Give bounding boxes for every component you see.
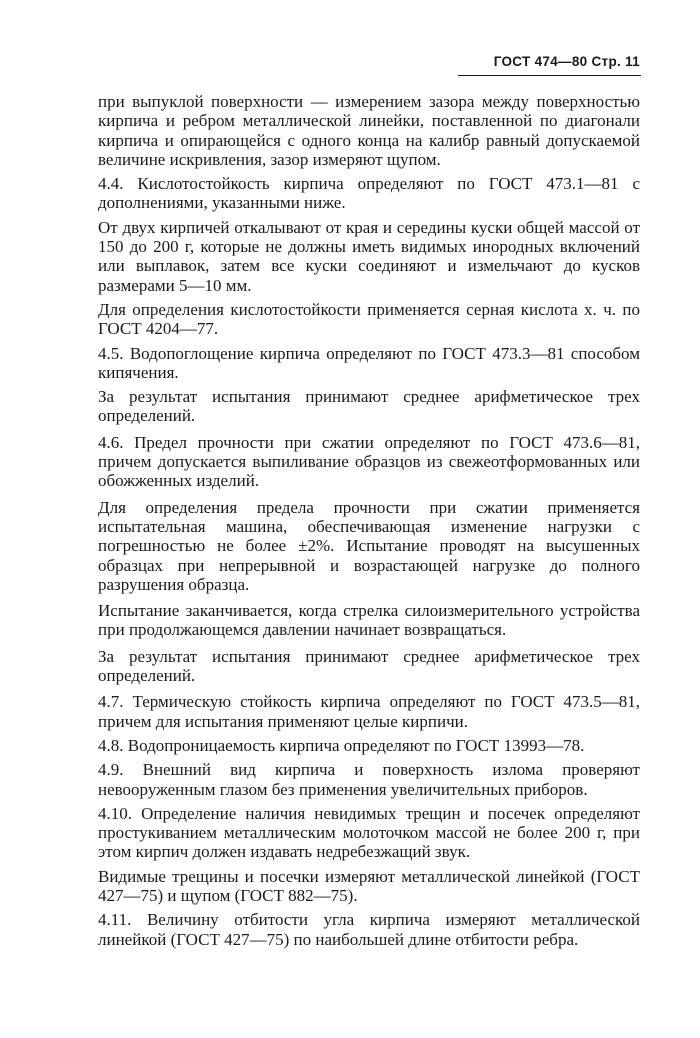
header-rule [458, 75, 641, 76]
paragraph-test-end: Испытание заканчивается, когда стрелка силоизмерительного устройства при продолжающемся давлении начинает возвращаться. [98, 601, 640, 640]
paragraph-continuation: при выпуклой поверхности — измерением зазора между поверхностью кирпича и ребром металлической линейки, поставленной по диагонали кирпича и опирающейся с одного конца на калибр равный допускаемой величине искривления, зазор измеряют щупом. [98, 92, 640, 169]
paragraph-4-9: 4.9. Внешний вид кирпича и поверхность излома проверяют невооруженным глазом без применения увеличительных приборов. [98, 760, 640, 799]
paragraph-4-4: 4.4. Кислотостойкость кирпича определяют по ГОСТ 473.1—81 с дополнениями, указанными ниже. [98, 174, 640, 213]
paragraph-4-8: 4.8. Водопроницаемость кирпича определяют по ГОСТ 13993—78. [98, 735, 585, 755]
paragraph-4-6: 4.6. Предел прочности при сжатии определяют по ГОСТ 473.6—81, причем допускается выпиливание образцов из свежеотформованных или обожженных изделий. [98, 432, 640, 491]
paragraph-result-2: За результат испытания принимают среднее арифметическое трех определений. [98, 646, 640, 686]
paragraph-acid: Для определения кислотостойкости применяется серная кислота х. ч. по ГОСТ 4204—77. [98, 299, 640, 339]
paragraph-sample-prep: От двух кирпичей откалывают от края и середины куски общей массой от 150 до 200 г, которые не должны иметь видимых инородных включений или выплавок, затем все куски соединяют и измельчают до кусков размерами 5—10 мм. [98, 217, 640, 295]
paragraph-machine: Для определения предела прочности при сжатии применяется испытательная машина, обеспечивающая изменение нагрузки с погрешностью не более ±2%. Испытание проводят на высушенных образцах при непрерывной и возрастающей нагрузке до полного разрушения образца. [98, 497, 640, 594]
paragraph-4-5: 4.5. Водопоглощение кирпича определяют по ГОСТ 473.3—81 способом кипячения. [98, 343, 640, 382]
paragraph-result-1: За результат испытания принимают среднее арифметическое трех определений. [98, 387, 640, 426]
paragraph-4-7: 4.7. Термическую стойкость кирпича определяют по ГОСТ 473.5—81, причем для испытания применяют целые кирпичи. [98, 692, 640, 731]
paragraph-visible-cracks: Видимые трещины и посечки измеряют металлической линейкой (ГОСТ 427—75) и щупом (ГОСТ 882—75). [98, 866, 640, 905]
body-text [98, 94, 640, 954]
running-header: ГОСТ 474—80 Стр. 11 [493, 54, 640, 69]
paragraph-4-11: 4.11. Величину отбитости угла кирпича измеряют металлической линейкой (ГОСТ 427—75) по наибольшей длине отбитости ребра. [98, 910, 640, 949]
paragraph-4-10: 4.10. Определение наличия невидимых трещин и посечек определяют простукиванием металлическим молоточком массой не более 200 г, при этом кирпич должен издавать недребезжащий звук. [98, 803, 640, 862]
